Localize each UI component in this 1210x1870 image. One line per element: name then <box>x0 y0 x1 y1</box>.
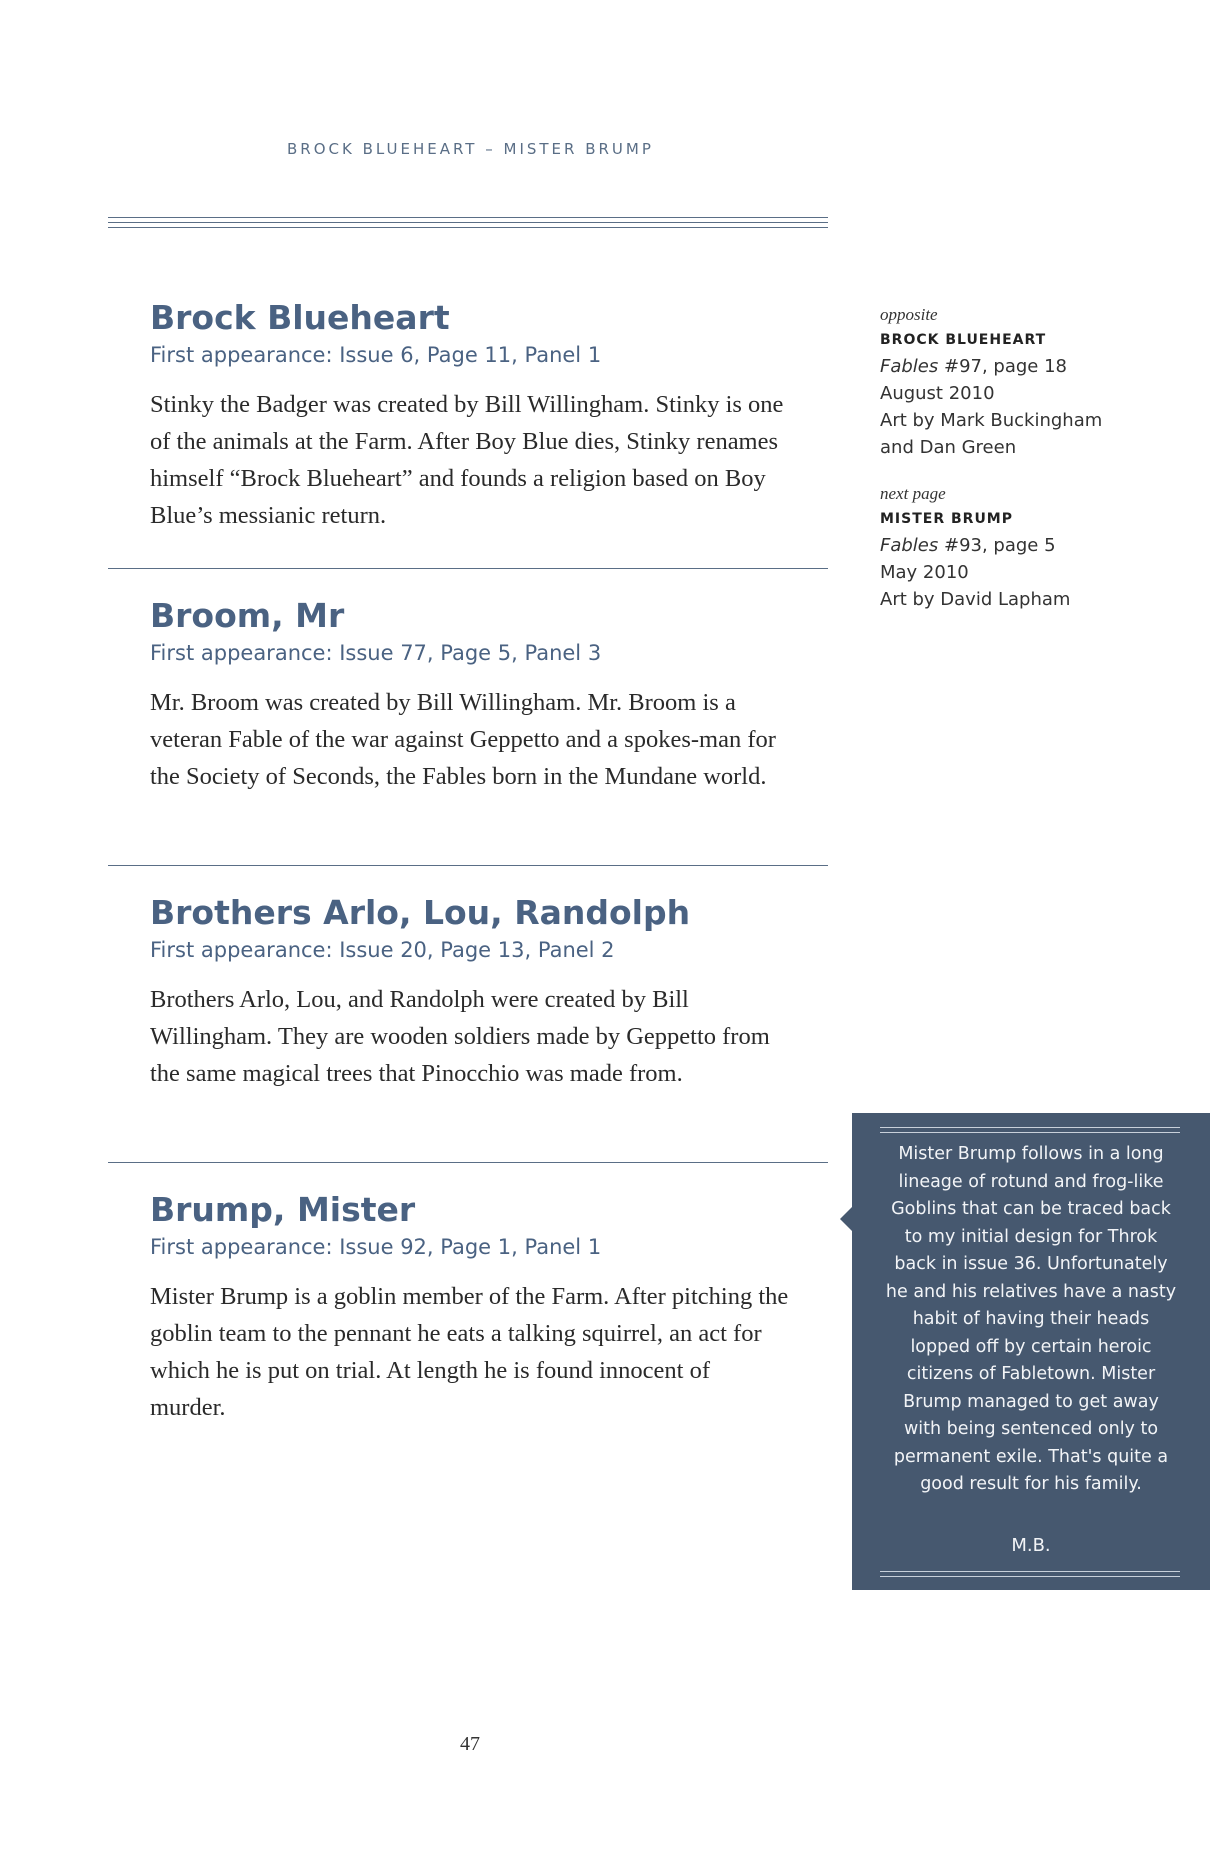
entry-first-appearance: First appearance: Issue 20, Page 13, Panel 2 <box>150 938 615 962</box>
entry-body: Mr. Broom was created by Bill Willingham. Mr. Broom is a veteran Fable of the war against Geppetto and a spokes-man for the Society of Seconds, the Fables born in the Mundane world. <box>150 689 776 790</box>
entry-title: Brothers Arlo, Lou, Randolph <box>150 893 691 932</box>
callout-rule-top-2 <box>880 1132 1180 1133</box>
entry-title: Broom, Mr <box>150 596 345 635</box>
sidenote-credit: and Dan Green <box>880 437 1017 458</box>
sidenote-name: MISTER BRUMP <box>880 511 1014 527</box>
entry-title: Brock Blueheart <box>150 298 450 337</box>
sidenote-issue-number: #97, page 18 <box>944 356 1068 377</box>
entry-first-appearance: First appearance: Issue 6, Page 11, Panel 1 <box>150 343 602 367</box>
entry-body: Mister Brump is a goblin member of the Farm. After pitching the goblin team to the pennant he eats a talking squirrel, an act for which he is put on trial. At length he is found innocent of murder. <box>150 1283 789 1421</box>
sidenote-opposite <box>880 303 1140 461</box>
artist-comment-text: Mister Brump follows in a long lineage of rotund and frog-like Goblins that can be traced back to my initial design for Throk back in issue 36. Unfortunately he and his relatives have a nasty habit of having their heads lopped off by certain heroic citizens of Fabletown. Mister Brump managed to get away with being sentenced only to permanent exile. That's quite a good result for his family. <box>885 1144 1177 1494</box>
sidenote-date: August 2010 <box>880 383 995 404</box>
entry-body: Stinky the Badger was created by Bill Willingham. Stinky is one of the animals at the Farm. After Boy Blue dies, Stinky renames himself “Brock Blueheart” and founds a religion based on Boy Blue’s messianic return. <box>150 391 784 529</box>
sidenote-next-page <box>880 482 1140 613</box>
sidenote-label: next page <box>880 484 946 503</box>
entry-divider <box>108 865 828 866</box>
running-head: BROCK BLUEHEART – MISTER BRUMP <box>287 140 654 158</box>
sidenote-issue-number: #93, page 5 <box>944 535 1056 556</box>
entry-divider <box>108 1162 828 1163</box>
sidenote-series: Fables <box>880 356 939 377</box>
entry-brothers-arlo-lou-randolph <box>150 893 790 1092</box>
entry-divider <box>108 568 828 569</box>
artist-signature: M.B. <box>1011 1535 1051 1556</box>
callout-rule-bottom-2 <box>880 1576 1180 1577</box>
entry-title: Brump, Mister <box>150 1190 416 1229</box>
sidenote-credit: Art by Mark Buckingham <box>880 410 1103 431</box>
callout-rule-top <box>880 1127 1180 1128</box>
entry-first-appearance: First appearance: Issue 92, Page 1, Panel 1 <box>150 1235 602 1259</box>
sidenote-name: BROCK BLUEHEART <box>880 332 1047 348</box>
header-rule-top <box>108 217 828 218</box>
artist-comment-box <box>852 1113 1210 1590</box>
entry-brock-blueheart <box>150 298 790 534</box>
entry-brump-mister <box>150 1190 790 1426</box>
entry-body: Brothers Arlo, Lou, and Randolph were created by Bill Willingham. They are wooden soldiers made by Geppetto from the same magical trees that Pinocchio was made from. <box>150 986 770 1087</box>
entry-broom-mr <box>150 596 790 795</box>
entry-first-appearance: First appearance: Issue 77, Page 5, Panel 3 <box>150 641 602 665</box>
header-rule-bottom <box>108 227 828 228</box>
callout-rule-bottom <box>880 1571 1180 1572</box>
sidenote-credit: Art by David Lapham <box>880 589 1071 610</box>
sidenote-series: Fables <box>880 535 939 556</box>
header-rule-mid <box>108 222 828 223</box>
sidenote-issue <box>880 353 1140 380</box>
sidenote-label: opposite <box>880 305 938 324</box>
page-number: 47 <box>460 1733 480 1755</box>
sidenote-issue <box>880 532 1140 559</box>
sidenote-date: May 2010 <box>880 562 969 583</box>
